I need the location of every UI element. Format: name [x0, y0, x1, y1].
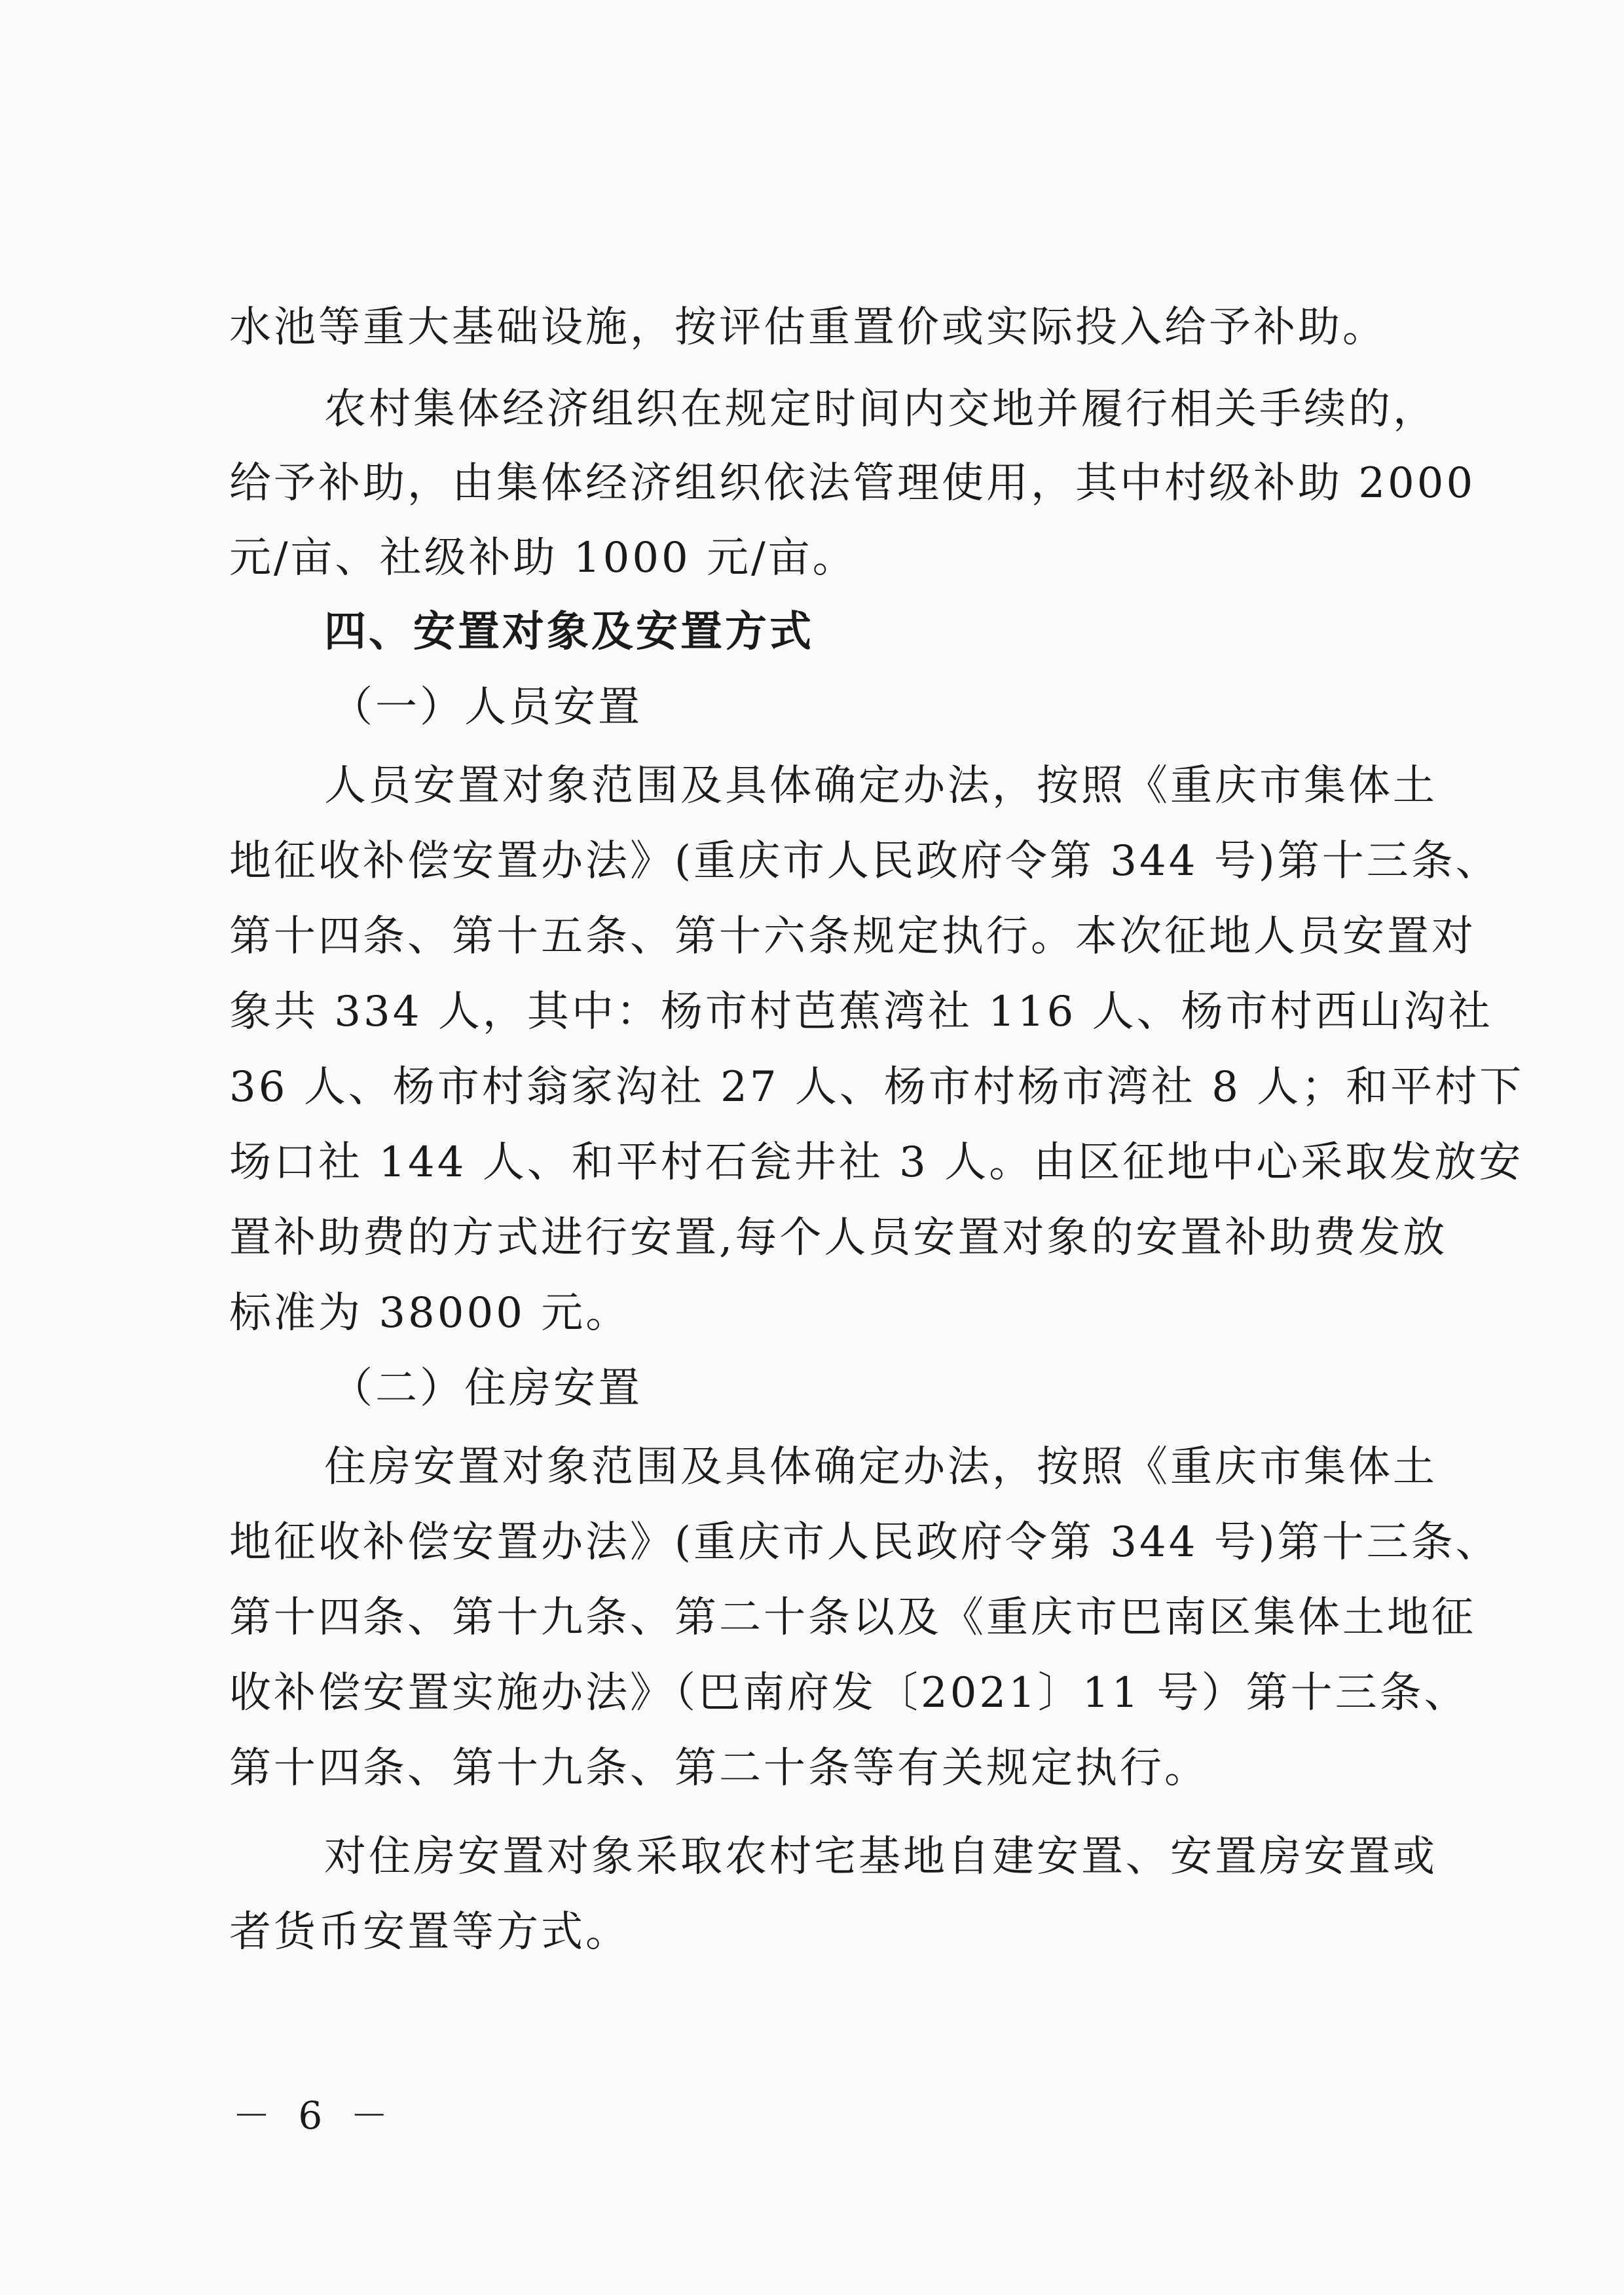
paragraph-line: 场口社 144 人、和平村石瓮井社 3 人。由区征地中心采取发放安	[229, 1138, 1524, 1187]
paragraph-line: 地征收补偿安置办法》(重庆市人民政府令第 344 号)第十三条、	[229, 1518, 1500, 1567]
subsection-heading: （一）人员安置	[331, 683, 642, 732]
page-number: － 6 －	[232, 2093, 396, 2138]
paragraph-line: 元/亩、社级补助 1000 元/亩。	[229, 534, 857, 582]
paragraph-line: 象共 334 人，其中：杨市村芭蕉湾社 116 人、杨市村西山沟社	[229, 988, 1493, 1036]
paragraph-line: 给予补助，由集体经济组织依法管理使用，其中村级补助 2000	[229, 459, 1476, 508]
section-heading: 四、安置对象及安置方式	[324, 608, 814, 656]
paragraph-line: 第十四条、第十九条、第二十条等有关规定执行。	[229, 1744, 1209, 1793]
paragraph-line: 对住房安置对象采取农村宅基地自建安置、安置房安置或	[324, 1833, 1437, 1881]
paragraph-line: 者货币安置等方式。	[229, 1908, 630, 1956]
paragraph-line: 36 人、杨市村翁家沟社 27 人、杨市村杨市湾社 8 人；和平村下	[229, 1063, 1524, 1111]
paragraph-line: 置补助费的方式进行安置,每个人员安置对象的安置补助费发放	[229, 1214, 1448, 1262]
paragraph-line: 地征收补偿安置办法》(重庆市人民政府令第 344 号)第十三条、	[229, 837, 1500, 886]
paragraph-line: 人员安置对象范围及具体确定办法，按照《重庆市集体土	[324, 762, 1437, 810]
paragraph-line: 住房安置对象范围及具体确定办法，按照《重庆市集体土	[324, 1443, 1437, 1491]
paragraph-line: 水池等重大基础设施，按评估重置价或实际投入给予补助。	[229, 303, 1387, 352]
paragraph-line: 农村集体经济组织在规定时间内交地并履行相关手续的，	[324, 385, 1437, 434]
paragraph-line: 第十四条、第十九条、第二十条以及《重庆市巴南区集体土地征	[229, 1594, 1476, 1642]
paragraph-line: 收补偿安置实施办法》（巴南府发〔2021〕11 号）第十三条、	[229, 1669, 1469, 1717]
paragraph-line: 标准为 38000 元。	[229, 1289, 631, 1337]
subsection-heading: （二）住房安置	[331, 1364, 642, 1413]
paragraph-line: 第十四条、第十五条、第十六条规定执行。本次征地人员安置对	[229, 912, 1476, 961]
